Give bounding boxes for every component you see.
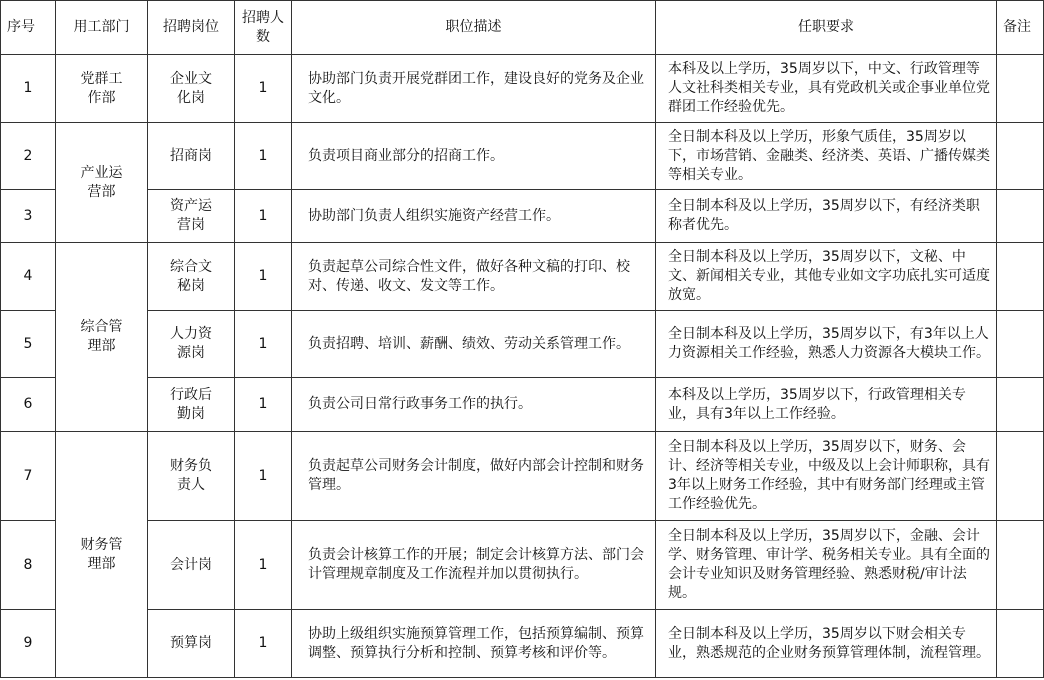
row-position: 人力资源岗 (148, 311, 235, 378)
row-count: 1 (235, 610, 292, 678)
table-row (1, 378, 1044, 432)
row-position: 综合文秘岗 (148, 243, 235, 311)
row-desc: 负责招聘、培训、薪酬、绩效、劳动关系管理工作。 (292, 311, 656, 378)
row-note (997, 432, 1044, 521)
row-dept: 财务管理部 (56, 432, 148, 678)
row-dept: 综合管理部 (56, 243, 148, 432)
row-position: 招商岗 (148, 123, 235, 190)
header-row (1, 1, 1044, 55)
header-count: 招聘人数 (235, 1, 292, 55)
row-no: 9 (1, 610, 56, 678)
row-note (997, 610, 1044, 678)
row-req: 本科及以上学历，35周岁以下，行政管理相关专业，具有3年以上工作经验。 (656, 378, 997, 432)
row-req: 全日制本科及以上学历，形象气质佳，35周岁以下，市场营销、金融类、经济类、英语、广播传媒类等相关专业。 (656, 123, 997, 190)
row-count: 1 (235, 123, 292, 190)
row-count: 1 (235, 521, 292, 610)
row-dept: 产业运营部 (56, 123, 148, 243)
row-note (997, 123, 1044, 190)
row-position: 预算岗 (148, 610, 235, 678)
table-row (1, 55, 1044, 123)
table-row (1, 521, 1044, 610)
row-desc: 负责起草公司财务会计制度，做好内部会计控制和财务管理。 (292, 432, 656, 521)
table-row (1, 311, 1044, 378)
row-desc: 协助部门负责人组织实施资产经营工作。 (292, 190, 656, 243)
header-desc: 职位描述 (292, 1, 656, 55)
row-no: 2 (1, 123, 56, 190)
row-req: 全日制本科及以上学历，35周岁以下，财务、会计、经济等相关专业，中级及以上会计师职称，具有3年以上财务工作经验，其中有财务部门经理或主管工作经验优先。 (656, 432, 997, 521)
row-note (997, 190, 1044, 243)
row-position: 会计岗 (148, 521, 235, 610)
row-no: 6 (1, 378, 56, 432)
header-note: 备注 (997, 1, 1044, 55)
row-count: 1 (235, 432, 292, 521)
row-count: 1 (235, 190, 292, 243)
row-no: 3 (1, 190, 56, 243)
row-req: 全日制本科及以上学历，35周岁以下，有3年以上人力资源相关工作经验，熟悉人力资源各大模块工作。 (656, 311, 997, 378)
row-note (997, 311, 1044, 378)
row-no: 1 (1, 55, 56, 123)
row-note (997, 243, 1044, 311)
row-desc: 负责会计核算工作的开展；制定会计核算方法、部门会计管理规章制度及工作流程并加以贯彻执行。 (292, 521, 656, 610)
header-req: 任职要求 (656, 1, 997, 55)
row-req: 本科及以上学历，35周岁以下，中文、行政管理等人文社科类相关专业，具有党政机关或企事业单位党群团工作经验优先。 (656, 55, 997, 123)
row-note (997, 521, 1044, 610)
header-position: 招聘岗位 (148, 1, 235, 55)
row-req: 全日制本科及以上学历，35周岁以下，金融、会计学、财务管理、审计学、税务相关专业。具有全面的会计专业知识及财务管理经验、熟悉财税/审计法规。 (656, 521, 997, 610)
row-no: 4 (1, 243, 56, 311)
row-req: 全日制本科及以上学历，35周岁以下财会相关专业，熟悉规范的企业财务预算管理体制，流程管理。 (656, 610, 997, 678)
table-row (1, 610, 1044, 678)
row-req: 全日制本科及以上学历，35周岁以下，文秘、中文、新闻相关专业，其他专业如文字功底扎实可适度放宽。 (656, 243, 997, 311)
row-req: 全日制本科及以上学历，35周岁以下，有经济类职称者优先。 (656, 190, 997, 243)
table-row (1, 432, 1044, 521)
row-count: 1 (235, 378, 292, 432)
row-desc: 协助部门负责开展党群团工作，建设良好的党务及企业文化。 (292, 55, 656, 123)
table-row (1, 123, 1044, 190)
row-no: 5 (1, 311, 56, 378)
row-note (997, 55, 1044, 123)
row-position: 行政后勤岗 (148, 378, 235, 432)
row-no: 8 (1, 521, 56, 610)
row-desc: 负责起草公司综合性文件，做好各种文稿的打印、校对、传递、收文、发文等工作。 (292, 243, 656, 311)
header-dept: 用工部门 (56, 1, 148, 55)
row-desc: 协助上级组织实施预算管理工作，包括预算编制、预算调整、预算执行分析和控制、预算考核和评价等。 (292, 610, 656, 678)
row-note (997, 378, 1044, 432)
row-no: 7 (1, 432, 56, 521)
row-desc: 负责项目商业部分的招商工作。 (292, 123, 656, 190)
row-count: 1 (235, 243, 292, 311)
row-position: 资产运营岗 (148, 190, 235, 243)
row-position: 财务负责人 (148, 432, 235, 521)
table-row (1, 190, 1044, 243)
row-position: 企业文化岗 (148, 55, 235, 123)
row-count: 1 (235, 311, 292, 378)
row-count: 1 (235, 55, 292, 123)
table-row (1, 243, 1044, 311)
header-no: 序号 (1, 1, 56, 55)
row-dept: 党群工作部 (56, 55, 148, 123)
row-desc: 负责公司日常行政事务工作的执行。 (292, 378, 656, 432)
